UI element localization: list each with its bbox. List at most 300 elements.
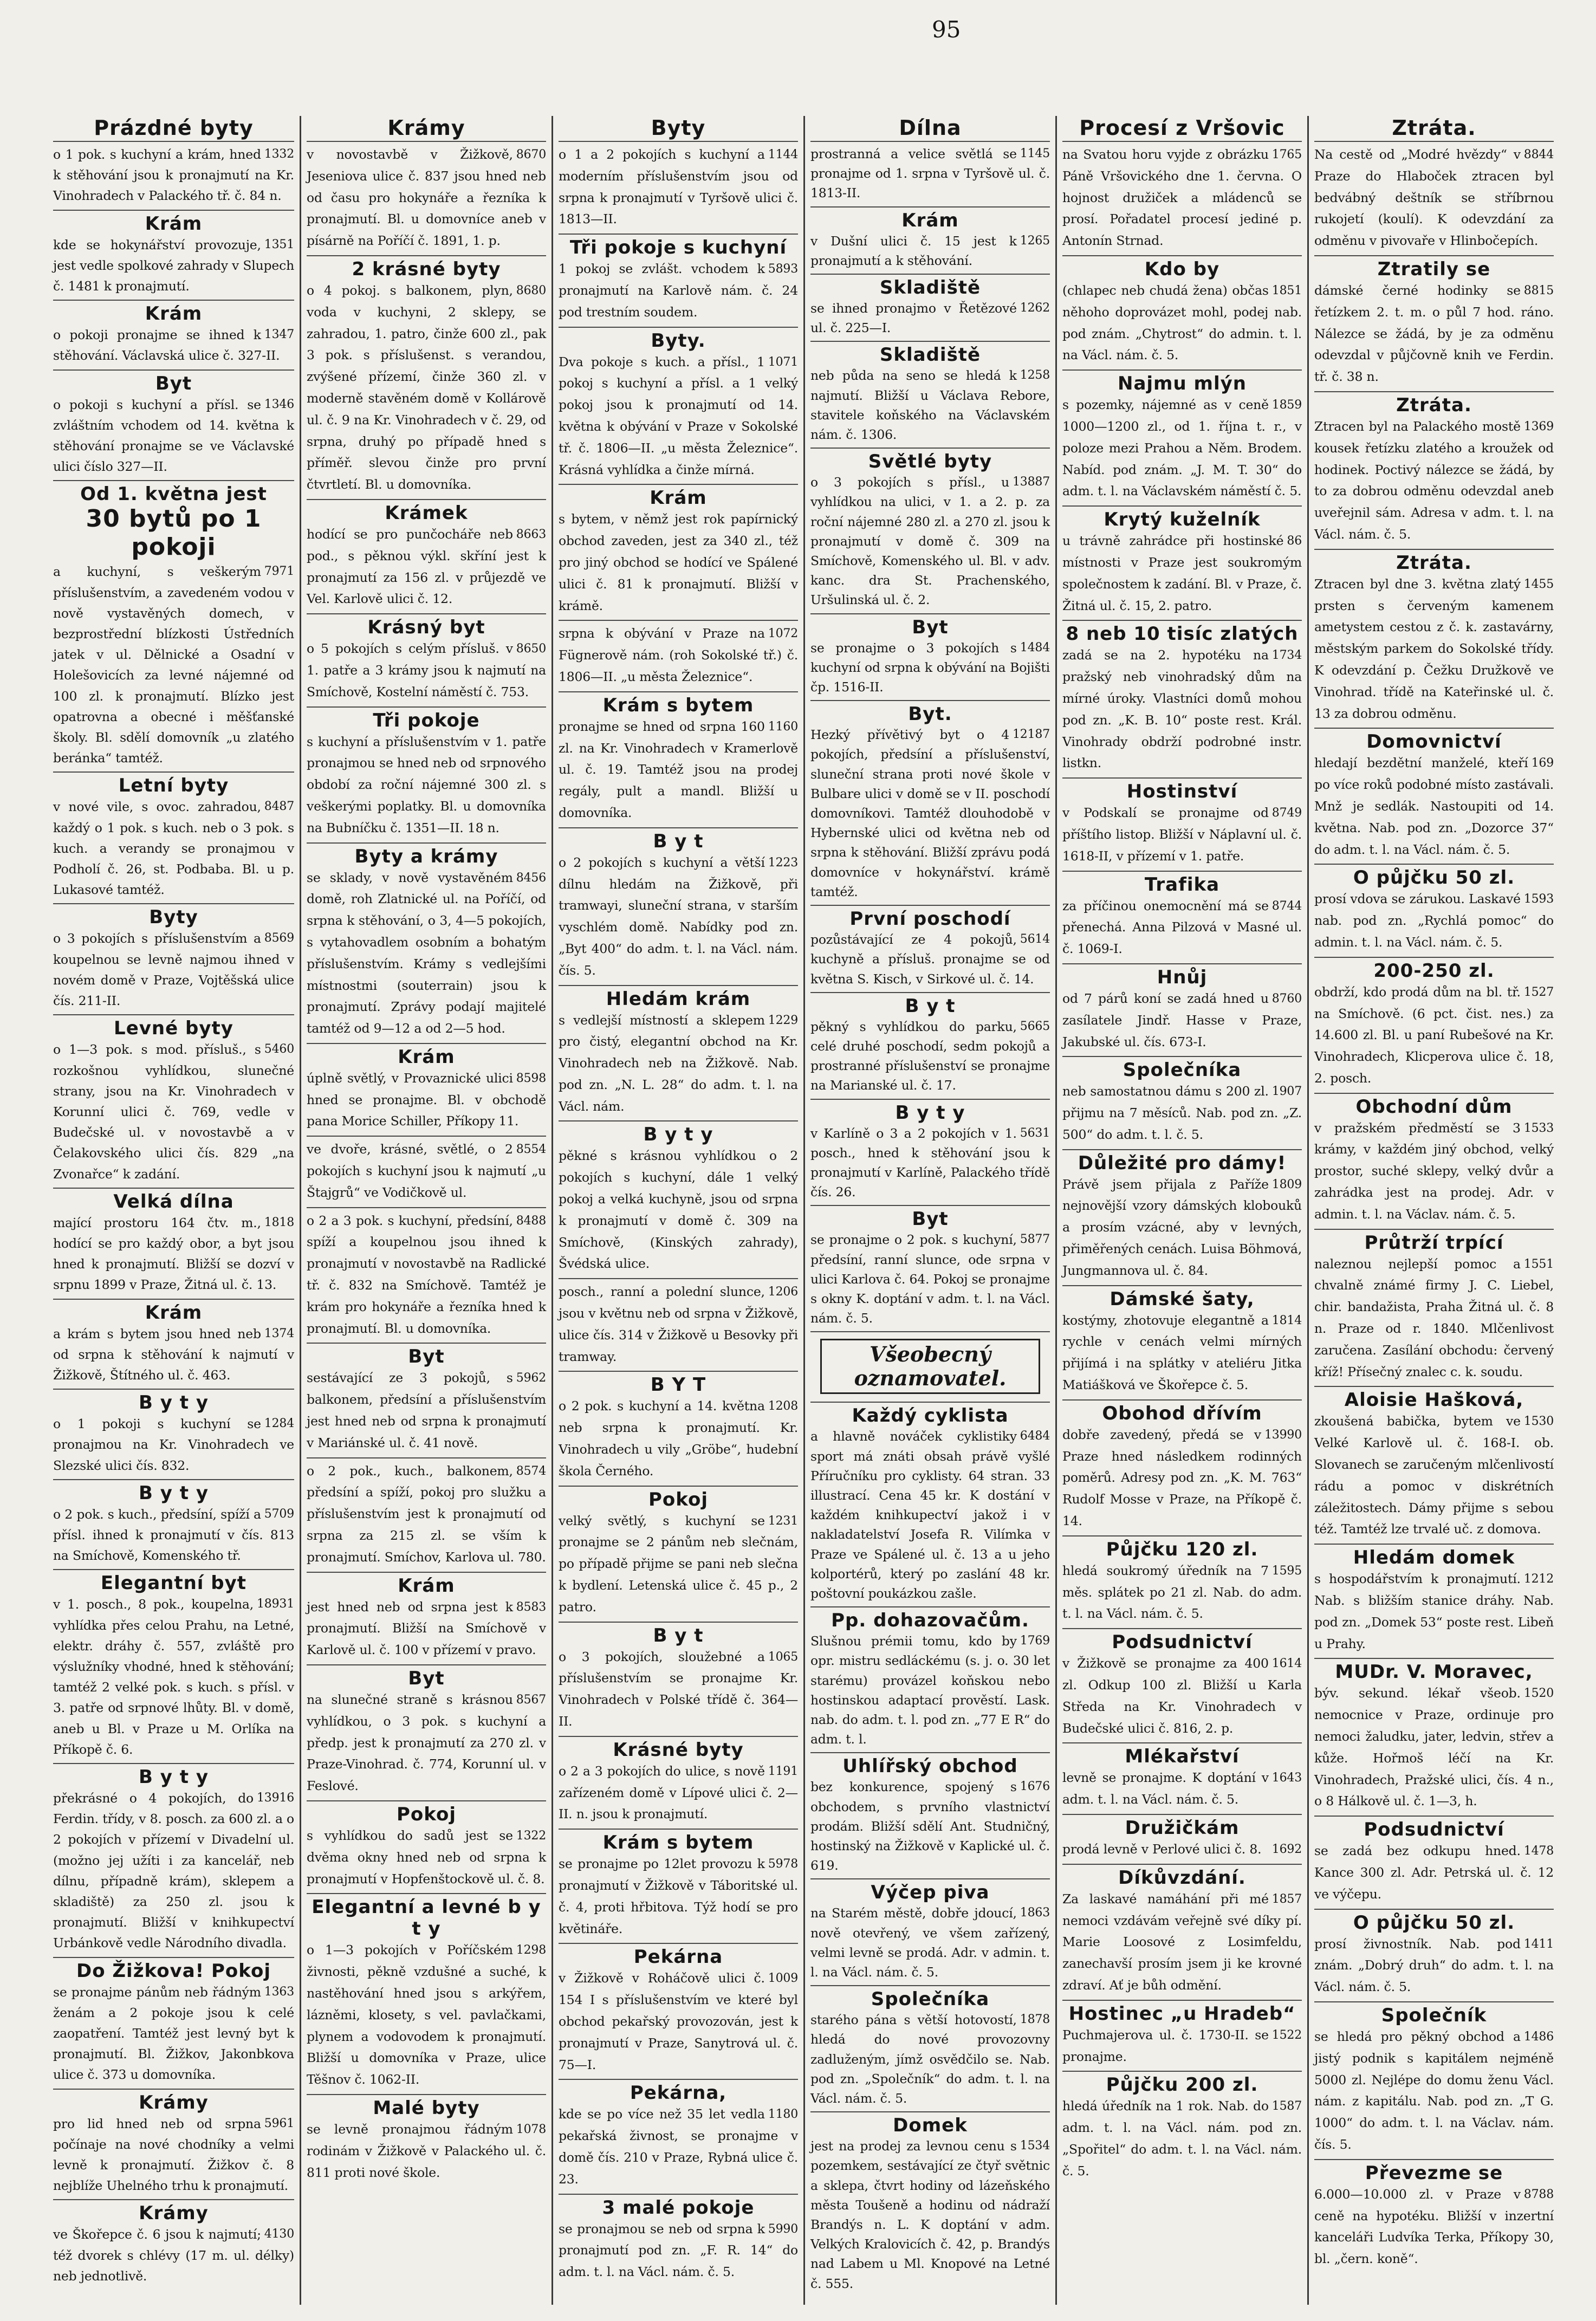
- classified-ad: [1314, 957, 1554, 1093]
- ad-body: [307, 1940, 546, 2091]
- classified-ad: [810, 613, 1050, 701]
- ad-text: v Karlíně o 3 a 2 pokojích v 1. posch., hned k stěhování jsou k pronajmutí v Karlíně, Palackého třídě čís. 26.: [810, 1125, 1050, 1200]
- ad-text: Slušnou prémii tomu, kdo by opr. mistru sedláckému (s. j. o. 30 let starému) provázel koňskou nebo hostinskou adaptací prověstí. Lask. nab. do adm. t. l. pod zn. „77 E R“ do adm. t. l.: [810, 1633, 1050, 1747]
- ad-title: Krám: [398, 1046, 455, 1068]
- classified-ad: [810, 1331, 1050, 1402]
- ad-title: Společník: [1381, 2004, 1487, 2026]
- ad-text: pronajme se hned od srpna 160 zl. na Kr. Vinohradech v Kramerlově ul. č. 19. Tamtéž jsou na prodej regály, pult a mandl. Bližší u domovníka.: [559, 718, 798, 820]
- ad-text: Puchmajerova ul. č. 1730-II. se pronajme.: [1062, 2027, 1269, 2064]
- ad-text: býv. sekund. lékař všeob. nemocnice v Praze, ordinuje pro nemoci žaludku, jater, ledvin, střev a kůže. Hořmoš léčí na Kr. Vinohradech, Pražské ulici, čís. 4 n., o 8 Hálkově ul. č. 1—3, h.: [1314, 1685, 1554, 1809]
- classified-ad: [53, 1299, 294, 1389]
- ad-code: 1363: [264, 1985, 294, 1999]
- ad-code: 8488: [516, 1214, 546, 1228]
- classified-ad: [1062, 1399, 1302, 1535]
- classified-ad: [559, 2194, 798, 2286]
- ad-code: 12187: [1013, 728, 1050, 742]
- ad-title: Krám s bytem: [602, 1832, 754, 1854]
- ad-body: [810, 299, 1050, 338]
- ad-code: 5877: [1020, 1233, 1050, 1247]
- ad-code: 1411: [1523, 1937, 1554, 1951]
- ad-body: [53, 1504, 294, 1566]
- ad-title: Půjčku 120 zl.: [1106, 1538, 1258, 1560]
- ad-code: 1595: [1271, 1564, 1302, 1578]
- ad-title: Hostinství: [1126, 781, 1238, 803]
- ad-body: [559, 1396, 798, 1482]
- ad-body: [1314, 1568, 1554, 1655]
- ad-body: [559, 852, 798, 982]
- ad-text: s bytem, v němž jest rok papírnický obchod zaveden, jest za 340 zl., též pro jiný obchod se hodící ve Spálené ulici č. 81 k pronajmutí. Bližší v krámě.: [559, 511, 798, 613]
- classified-ad: [559, 141, 798, 234]
- ad-code: 1369: [1523, 419, 1554, 433]
- classified-ad: [1062, 1056, 1302, 1149]
- ad-title: Důležité pro dámy!: [1078, 1152, 1287, 1174]
- ad-title: Pokoj: [648, 1488, 708, 1510]
- ad-body: [53, 561, 294, 768]
- ad-text: 1 pokoj se zvlášt. vchodem k pronajmutí na Karlově nám. č. 24 pod trestním soudem.: [559, 261, 798, 320]
- classified-ad: [307, 1800, 546, 1893]
- ad-code: 1455: [1523, 577, 1554, 591]
- ad-code: 1692: [1271, 1843, 1302, 1857]
- ad-body: [559, 509, 798, 617]
- column-heading: Byty: [651, 116, 706, 140]
- ad-body: [307, 867, 546, 1040]
- ad-code: 1593: [1523, 892, 1554, 906]
- ad-body: [810, 144, 1050, 203]
- ad-title: Elegantní byt: [100, 1572, 247, 1594]
- ad-title: Trafika: [1144, 873, 1220, 896]
- ad-code: 8749: [1271, 806, 1302, 820]
- ad-title: Krámek: [385, 502, 468, 524]
- classified-ad: [307, 1893, 546, 2094]
- ad-body: [307, 144, 546, 252]
- ad-text: Hezký přívětivý byt o 4 pokojích, předsíní a příslušenství, sluneční strana proti nové škole v Bulbare ulici v domě se v II. poschodí domovníkovi. Tamtéž dlouhodobě v Hybernské ulici od května neb od srpna k stěhování. Bližší zprávu podá domovníce v hokynářství. krámě tamtéž.: [810, 727, 1050, 899]
- classified-ad: [307, 499, 546, 613]
- classified-ad: [559, 1622, 798, 1736]
- ad-title: 2 krásné byty: [352, 258, 501, 280]
- ad-code: 8663: [516, 527, 546, 541]
- ad-title: B y t: [905, 995, 956, 1017]
- classified-ad: [53, 1014, 294, 1187]
- ad-title: B y t y: [138, 1482, 209, 1504]
- ad-body: [559, 1510, 798, 1618]
- classified-ad: [1314, 2001, 1554, 2159]
- ad-code: 8598: [516, 1071, 546, 1085]
- ad-text: o 2 a 3 pokojích do ulice, s nově zařízeném domě v Lípové ulici č. 2—II. n. jsou k pronajmutí.: [559, 1763, 798, 1822]
- ad-text: pěkné s krásnou vyhlídkou o 2 pokojích s kuchyní, dále 1 velký pokoj a velká kuchyně, jsou od srpna k pronajmutí v domě č. 309 na Smíchově, (Kinských zahrady), Švédská ulice.: [559, 1148, 798, 1272]
- ad-title: Domek: [893, 2115, 968, 2137]
- classified-ad: [1314, 1816, 1554, 1908]
- ad-text: se pronajmou se neb od srpna k pronajmutí pod zn. „F. R. 14“ do adm. t. l. na Václ. nám. č. 5.: [559, 2221, 798, 2280]
- ad-code: 1347: [264, 328, 294, 342]
- ad-body: [1062, 394, 1302, 502]
- classified-ad: [307, 706, 546, 842]
- classified-ad: [559, 1371, 798, 1485]
- column-heading: Procesí z Vršovic: [1079, 116, 1285, 140]
- ad-text: se levně pronajmou řádným rodinám v Žižkově v Palackého ul. č. 811 proti nové škole.: [307, 2121, 546, 2180]
- ad-text: v Dušní ulici č. 15 jest k pronajmutí a k stěhování.: [810, 233, 1017, 268]
- column-heading: Krámy: [387, 116, 465, 140]
- ad-title: Světlé byty: [868, 451, 992, 473]
- ad-code: 8567: [516, 1693, 546, 1707]
- ad-body: [53, 325, 294, 366]
- ad-body: [307, 2119, 546, 2183]
- ad-code: 5990: [768, 2222, 798, 2236]
- ad-code: 8569: [264, 931, 294, 945]
- ad-title: Podsudnictví: [1112, 1631, 1253, 1654]
- classified-ad: [559, 1829, 798, 1943]
- ad-body: [307, 1461, 546, 1568]
- ad-body: [559, 2219, 798, 2283]
- ad-body: [53, 1414, 294, 1476]
- ad-title: První poschodí: [849, 908, 1011, 930]
- ad-code: 1534: [1020, 2139, 1050, 2153]
- ad-title: Krám s bytem: [602, 694, 754, 716]
- ad-title: Byt: [155, 372, 192, 394]
- classified-ad: [307, 1664, 546, 1800]
- ad-code: 1322: [516, 1829, 546, 1843]
- classified-ad: [307, 842, 546, 1043]
- ad-body: [307, 1689, 546, 1797]
- ad-body: [53, 1039, 294, 1184]
- classified-ad: [1062, 620, 1302, 777]
- ad-text: dobře zavedený, předá se v Praze hned následkem rodinných poměrů. Adresy pod zn. „K. M. 763“ Rudolf Mosse v Praze, na Příkopě č. 14.: [1062, 1427, 1302, 1529]
- classified-ad: [559, 1120, 798, 1278]
- classified-ad: [559, 620, 798, 691]
- ad-title: Obchodní dům: [1355, 1095, 1513, 1118]
- ad-title: Obohod dřívím: [1102, 1402, 1262, 1424]
- ad-body: [810, 1903, 1050, 1982]
- ad-code: 1332: [264, 147, 294, 161]
- ad-code: 13916: [257, 1791, 294, 1805]
- ad-title: O půjčku 50 zl.: [1353, 1911, 1515, 1934]
- ad-text: se pronajme pánům neb řádným ženám a 2 pokoje jsou k celé zaopatření. Tamtéž jest levný byt k pronajmutí. Bl. Žižkov, Jakonbkova ulice č. 373 u domovníka.: [53, 1984, 294, 2083]
- ad-body: [1062, 1174, 1302, 1282]
- ad-text: v 1. posch., 8 pok., koupelna, vyhlídka přes celou Prahu, na Letné, elektr. dráhy č. 557, zvláště pro výslužníky vhodné, hned k stěhování; tamtéž 2 velké pok. s kuch. s přísl. v 3. patře od srpnové lhůty. Bl. v domě, aneb u Bl. v Praze u M. Orlíka na Příkopě č. 6.: [53, 1597, 294, 1757]
- ad-code: 1614: [1271, 1657, 1302, 1671]
- ad-code: 8680: [516, 283, 546, 297]
- ad-text: o 2 pokojích s kuchyní a větší dílnu hledám na Žižkově, při tramwayi, sluneční strana, v starším vyschlém domě. Nabídky pod zn. „Byt 400“ do adm. t. l. na Václ. nám. čís. 5.: [559, 854, 798, 978]
- ad-code: 13990: [1264, 1428, 1302, 1442]
- ad-text: neb půda na seno se hledá k najmutí. Bližší u Václava Rebore, stavitele koňského na Václavském nám. č. 1306.: [810, 368, 1050, 443]
- ad-title: Byt: [408, 1668, 445, 1690]
- ad-text: posch., ranní a polední slunce, jsou v květnu neb od srpna v Žižkově, ulice čís. 314 v Žižkově u Besovky při tramway.: [559, 1284, 798, 1364]
- ad-title: Krásné byty: [613, 1739, 744, 1761]
- classified-ad: [1314, 864, 1554, 956]
- ad-title: Tři pokoje: [373, 709, 480, 731]
- ad-text: o 1 a 2 pokojích s kuchyní a moderním příslušenstvím jsou od srpna k pronajmutí v Tyršově ulici č. 1813—II.: [559, 147, 798, 227]
- classified-ad: [810, 274, 1050, 341]
- ad-text: obdrží, kdo prodá dům na bl. tř. na Smíchově. (6 pct. čist. nes.) za 14.600 zl. Bl. u paní Rubešové na Kr. Vinohradech, Klicperova ulice č. 18, 2. posch.: [1314, 984, 1554, 1086]
- classified-ad: [307, 141, 546, 255]
- classified-ad: [307, 1572, 546, 1664]
- ad-code: 1765: [1271, 148, 1302, 161]
- ad-body: [53, 1788, 294, 1954]
- ad-code: 18931: [257, 1597, 294, 1611]
- ad-body: [559, 623, 798, 688]
- ad-title: Krám: [901, 209, 959, 231]
- ad-title: Skladiště: [879, 344, 981, 366]
- ad-text: mající prostoru 164 čtv. m., hodící se pro každý obor, a byt jsou hned k pronajmutí. Bližší se dozví v srpnu 1899 v Praze, Žitná ul. č. 13.: [53, 1215, 294, 1293]
- ad-body: [1062, 645, 1302, 774]
- ad-text: hledají bezdětní manželé, kteří po více roků podobné místo zastávali. Mnž je sedlák. Nastoupiti od 14. května. Nab. pod zn. „Dozorce 37“ do adm. t. l. na Václ. nám. č. 5.: [1314, 755, 1554, 857]
- ad-title: Velká dílna: [113, 1190, 234, 1213]
- ad-title: B Y T: [650, 1374, 706, 1396]
- ad-text: na Svatou horu vyjde z obrázku Páně Vršovického dne 1. června. O hojnost družiček a mládenců se prosí. Pořadatel procesí jediné p. Antonín Strnad.: [1062, 147, 1302, 249]
- ad-body: [810, 1017, 1050, 1095]
- ad-code: 4130: [264, 2227, 294, 2241]
- ad-code: 1551: [1523, 1257, 1554, 1271]
- ad-text: o 3 pokojích s přísl., u vyhlídkou na ulici, v 1. a 2. p. za roční nájemné 280 zl. a 270 zl. jsou k pronajmutí v domě č. 309 na Smíchově, Komenského ul. Bl. v adv. kanc. dra St. Prachenského, Uršulinská ul. č. 2.: [810, 475, 1050, 608]
- page-number: 95: [932, 16, 961, 43]
- ad-text: v Podskalí se pronajme od příštího listop. Bližší v Náplavní ul. č. 1618-II, v přízemí v 1. patře.: [1062, 805, 1302, 864]
- section-banner: Všeobecný oznamovatel.: [820, 1339, 1040, 1394]
- ad-text: s vyhlídkou do sadů jest se dvěma okny hned neb od srpna k pronajmutí v Hopfenštockově ul. č. 8.: [307, 1828, 546, 1886]
- ad-title: Kdo by: [1144, 258, 1220, 280]
- ad-code: 8788: [1523, 2187, 1554, 2201]
- ad-body: [1314, 1118, 1554, 1226]
- classified-ad: [559, 484, 798, 620]
- classified-ad: [1314, 1544, 1554, 1658]
- ad-body: [1062, 1310, 1302, 1396]
- ad-code: 5962: [516, 1371, 546, 1385]
- classified-ad: [810, 1099, 1050, 1205]
- classified-ad: [810, 1205, 1050, 1331]
- ad-code: 1262: [1020, 301, 1050, 315]
- classified-ad: [1314, 549, 1554, 728]
- ad-title: Krámy: [139, 2091, 209, 2113]
- ad-text: a kuchyní, s veškerým příslušenstvím, a zavedeném vodou v nově vystavěných domech, v bezprostřední blízkosti Ústředních jatek v ul. Dělnické a Osadní v Holešovicích za levné nájemné od 100 zl. k pronajmutí. Blízko jest opatrovna a obecné i měšťanské školy. Bl. sdělí domovník „u zlatého beránka“ tamtéž.: [53, 564, 294, 766]
- ad-title: Malé byty: [373, 2097, 480, 2119]
- classified-ad: [307, 1136, 546, 1207]
- ad-body: [1062, 1560, 1302, 1625]
- ad-title: Každý cyklista: [852, 1405, 1009, 1427]
- ad-text: v Žižkově v Roháčově ulici č. 154 I s příslušenstvím ve které byl obchod pekařský provozován, jest k pronajmutí v Praze, Sanytrová ul. č. 75—I.: [559, 1970, 798, 2072]
- ad-title: Hledám krám: [606, 988, 751, 1010]
- ad-title: B y t: [653, 830, 704, 852]
- ad-body: [559, 144, 798, 230]
- classified-columns: [48, 116, 1559, 2305]
- ad-text: v pražském předměstí se 3 krámy, v každém jiný obchod, velký prostor, suché sklepy, velký dvůr a zahrádka jest na prodej. Adr. v admin. t. l. na Václav. nám. č. 5.: [1314, 1120, 1554, 1222]
- ad-code: 1587: [1271, 2099, 1302, 2113]
- column-heading: Prázdné byty: [94, 116, 254, 140]
- ad-body: [1314, 574, 1554, 725]
- ad-body: [559, 1010, 798, 1118]
- ad-code: 8456: [516, 871, 546, 885]
- classified-ad: [1062, 2071, 1302, 2185]
- ad-text: a krám s bytem jsou hned neb od srpna k stěhování k najmutí v Žižkově, Štítného ul. č. 463.: [53, 1326, 294, 1383]
- ad-text: kde se hokynářství provozuje, jest vedle spolkové zahrady v Slupech č. 1481 k pronajmutí.: [53, 237, 294, 294]
- ad-body: [307, 280, 546, 496]
- ad-text: jest na prodej za levnou cenu s pozemkem, sestávající ze čtyř světnic a sklepa, čtvrt hodiny od lázeňského města Toušeně a hodinu od nádraží Brandýs n. L. K doptání v adm. Velkých Kralovicích č. 42, p. Brandýs nad Labem u Ml. Knopové na Letné č. 555.: [810, 2138, 1050, 2291]
- ad-title: Uhlířský obchod: [842, 1755, 1018, 1778]
- ad-code: 5614: [1020, 932, 1050, 946]
- ad-text: Dva pokoje s kuch. a přísl., 1 pokoj s kuchyní a přísl. a 1 velký pokoj jsou k pronajmutí od 14. května k obývání v Praze v Sokolské tř. č. 1806—II. „u města Železnice“. Krásná vyhlídka a činže mírná.: [559, 354, 798, 477]
- ad-body: [810, 1124, 1050, 1202]
- ad-body: [307, 1597, 546, 1661]
- ad-title: Dámské šaty,: [1110, 1288, 1255, 1310]
- ad-code: 1484: [1020, 640, 1050, 654]
- ad-body: [307, 1210, 546, 1340]
- column-1: [48, 116, 300, 2305]
- ad-body: [810, 930, 1050, 989]
- ad-body: [1314, 982, 1554, 1090]
- ad-text: Za laskavé namáhání při mé nemoci vzdávám veřejně své díky pí. Marie Loosové z Losimfeldu, zanechavší prosím jsem ji ke krovné zdraví. Ať je bůh odmění.: [1062, 1891, 1302, 1993]
- ad-text: o 3 pokojích s příslušenstvím a koupelnou se levně najmou ihned v novém domě v Praze, Vojtěšská ulice čís. 211-II.: [53, 931, 294, 1009]
- ad-code: 1522: [1271, 2028, 1302, 2042]
- ad-title: Byt: [912, 616, 949, 638]
- classified-ad: [559, 2079, 798, 2193]
- ad-code: 1478: [1523, 1844, 1554, 1858]
- column-2: [300, 116, 552, 2305]
- classified-ad: [1062, 1628, 1302, 1742]
- ad-text: naleznou nejlepší pomoc a chvalně známé firmy J. C. Liebel, chir. bandažista, Praha Žitná ul. č. 8 n. Praze od r. 1840. Mlčenlivost zaručena. Zasílání obchodu: červený kříž! Přísečný znalec c. k. soudu.: [1314, 1256, 1554, 1379]
- ad-title: Výčep piva: [871, 1882, 990, 1904]
- ad-code: 8815: [1523, 283, 1554, 297]
- ad-body: [307, 731, 546, 839]
- classified-ad: [559, 985, 798, 1121]
- column-6: [1307, 116, 1559, 2305]
- ad-code: 5460: [264, 1042, 294, 1056]
- ad-code: 5665: [1020, 1019, 1050, 1033]
- ad-body: [559, 1145, 798, 1275]
- classified-ad: [53, 1389, 294, 1479]
- classified-ad: [53, 1957, 294, 2089]
- classified-ad: [810, 1402, 1050, 1606]
- ad-code: 1878: [1020, 2013, 1050, 2027]
- ad-code: 1145: [1020, 147, 1050, 160]
- ad-code: 169: [1531, 756, 1554, 770]
- ad-title: Hnůj: [1157, 966, 1208, 988]
- ad-title: Půjčku 200 zl.: [1106, 2074, 1258, 2096]
- ad-body: [53, 394, 294, 477]
- ad-text: 6.000—10.000 zl. v Praze v ceně na hypotéku. Bližší v inzertní kanceláři Ludvíka Terka, Příkopy 30, bl. „čern. koně“.: [1314, 2186, 1554, 2267]
- ad-body: [810, 638, 1050, 697]
- classified-ad: [810, 341, 1050, 448]
- ad-body: [559, 1761, 798, 1825]
- classified-ad: [53, 1479, 294, 1570]
- ad-code: 8554: [516, 1143, 546, 1157]
- ad-text: s kuchyní a příslušenstvím v 1. patře pronajmou se hned neb od srpnového období za roční nájemné 300 zl. s veškerými poplatky. Bl. u domovníka na Bubníčku č. 1351—II. 18 n.: [307, 734, 546, 835]
- ad-code: 1676: [1020, 1780, 1050, 1794]
- ad-text: kde se po více než 35 let vedla pekařská živnost, se pronajme v domě čís. 210 v Praze, Rybná ulice č. 23.: [559, 2106, 798, 2187]
- ad-body: [1314, 1411, 1554, 1540]
- ad-title: Společníka: [1123, 1059, 1242, 1081]
- ad-title: O půjčku 50 zl.: [1353, 867, 1515, 889]
- ad-code: 1265: [1020, 234, 1050, 248]
- ad-text: s pozemky, nájemné as v ceně 1000—1200 zl., od 1. října t. r., v poloze mezi Prahou a Něm. Brodem. Nabíd. pod znám. „J. M. T. 30“ do adm. t. l. na Václavském náměstí č. 5.: [1062, 397, 1302, 499]
- ad-code: 13887: [1013, 475, 1050, 489]
- ad-code: 1191: [768, 1764, 798, 1778]
- classified-ad: [559, 327, 798, 484]
- ad-text: jest hned neb od srpna jest k pronajmutí. Bližší na Smíchově v Karlově ul. č. 100 v přízemí v pravo.: [307, 1599, 546, 1658]
- ad-title: Krámy: [139, 2202, 209, 2225]
- ad-text: na Starém městě, dobře jdoucí, nově otevřený, ve všem zařízený, velmi levně se prodá. Adr. v admin. t. l. na Václ. nám. č. 5.: [810, 1905, 1050, 1980]
- ad-code: 8574: [516, 1464, 546, 1478]
- ad-body: [810, 231, 1050, 270]
- ad-code: 1809: [1271, 1177, 1302, 1191]
- classified-ad: [559, 1943, 798, 2079]
- ad-title: B y t y: [643, 1124, 713, 1146]
- ad-code: 8744: [1271, 899, 1302, 913]
- ad-title: B y t y: [138, 1766, 209, 1788]
- classified-ad: [1062, 369, 1302, 505]
- ad-code: 1298: [516, 1943, 546, 1957]
- ad-text: o 1—3 pokojích v Poříčském živnosti, pěkně vzdušné a suché, k nastěhování hned jsou s arkýřem, lázněmi, klosety, s vel. pavlačkami, plynem a vodovodem k pronajmutí. Bližší u domovníka v Praze, ulice Těšnov č. 1062-II.: [307, 1942, 546, 2087]
- ad-text: prosí vdova se zárukou. Laskavé nab. pod zn. „Rychlá pomoc“ do admin. t. l. na Václ. nám. č. 5.: [1314, 891, 1554, 950]
- ad-text: o 5 pokojích s celým přísluš. v 1. patře a 3 krámy jsou k najmutí na Smíchově, Kostelní náměstí č. 753.: [307, 641, 546, 699]
- ad-text: o 1 pok. s kuchyní a krám, hned k stěhování jsou k pronajmutí na Kr. Vinohradech v Palackého tř. č. 84 n.: [53, 147, 294, 204]
- ad-code: 1851: [1271, 283, 1302, 297]
- classified-ad: [810, 1606, 1050, 1752]
- ad-body: [1314, 1840, 1554, 1905]
- ad-title: Pokoj: [397, 1804, 456, 1825]
- ad-code: 1284: [264, 1417, 294, 1431]
- ad-body: [810, 1230, 1050, 1328]
- ad-text: o 2 pok. s kuchyní a 14. května neb srpna k pronajmutí. Kr. Vinohradech u vily „Gröbe“, hudební škola Černého.: [559, 1398, 798, 1479]
- ad-body: [53, 235, 294, 297]
- classified-ad: [307, 2094, 546, 2187]
- ad-code: 5631: [1020, 1126, 1050, 1140]
- ad-code: 1351: [264, 237, 294, 251]
- ad-body: [1314, 753, 1554, 860]
- ad-text: o 3 pokojích, sloužebné a příslušenstvím se pronajme Kr. Vinohradech v Polské třídě č. 364—II.: [559, 1649, 798, 1729]
- classified-ad: [1062, 1814, 1302, 1864]
- ad-text: s vedlejší místností a sklepem pro čistý, elegantní obchod na Kr. Vinohradech neb na Žižkově. Nab. pod zn. „N. L. 28“ do adm. t. l. na Václ. nám.: [559, 1012, 798, 1114]
- classified-ad: [1062, 963, 1302, 1056]
- ad-body: [810, 725, 1050, 902]
- ad-code: 8650: [516, 642, 546, 656]
- ad-code: 1206: [768, 1285, 798, 1299]
- ad-title: Krásný byt: [367, 617, 485, 639]
- ad-body: [559, 352, 798, 481]
- column-4: [803, 116, 1055, 2305]
- ad-code: 1144: [768, 148, 798, 161]
- ad-body: [53, 2224, 294, 2286]
- classified-ad: [53, 1188, 294, 1299]
- ad-text: prosí živnostník. Nab. pod znám. „Dobrý druh“ do adm. t. l. na Václ. nám. č. 5.: [1314, 1936, 1554, 1995]
- ad-code: 1229: [768, 1013, 798, 1027]
- classified-ad: [810, 992, 1050, 1099]
- ad-body: [810, 1777, 1050, 1875]
- classified-ad: [1314, 1386, 1554, 1544]
- ad-body: [53, 1594, 294, 1760]
- ad-text: velký světlý, s kuchyní se pronajme se 2 pánům neb slečnám, po případě přijme se pani neb slečna k bydlení. Letenská ulice č. 45 p., 2 patro.: [559, 1513, 798, 1615]
- classified-ad: [1314, 728, 1554, 864]
- ad-title: Převezme se: [1365, 2162, 1503, 2184]
- ad-body: [1062, 530, 1302, 617]
- ad-body: [1062, 2096, 1302, 2182]
- ad-code: 1208: [768, 1399, 798, 1414]
- ad-body: [810, 2136, 1050, 2293]
- classified-ad: [1314, 2159, 1554, 2273]
- ad-code: 1486: [1523, 2030, 1554, 2044]
- ad-text: srpna k obývání v Praze na Fügnerově nám. (roh Sokolské tř.) č. 1806—II. „u města Železnice“.: [559, 626, 798, 684]
- ad-body: [1314, 144, 1554, 252]
- ad-text: zadá se na 2. hypotéku na pražský neb vinohradský dům na mírné úroky. Vlastníci domů mohou pod zn. „K. B. 10“ poste rest. Král. Vinohrady obdrží podrobné instr. listkn.: [1062, 647, 1302, 771]
- ad-text: o pokoji s kuchyní a přísl. se zvláštním vchodem od 14. května k stěhování pronajme se ve Václavské ulici číslo 327—II.: [53, 397, 294, 475]
- ad-body: [1314, 280, 1554, 388]
- ad-title: Ztráta.: [1396, 394, 1472, 416]
- ad-text: prostranná a velice světlá se pronajme od 1. srpna v Tyršově ul. č. 1813-II.: [810, 146, 1050, 201]
- ad-body: [810, 366, 1050, 444]
- ad-title: B y t y: [895, 1101, 965, 1124]
- ad-title: Letní byty: [118, 775, 229, 797]
- classified-ad: [1062, 1149, 1302, 1285]
- ad-text: Na cestě od „Modré hvězdy“ v Praze do Hlaboček ztracen byl bedvábný deštník se stříbrnou rukojetí (koulí). K odevzdání za odměnu v pivovaře v Hlinbočepích.: [1314, 147, 1554, 249]
- ad-title: Hledám domek: [1353, 1547, 1515, 1569]
- ad-code: 1009: [768, 1972, 798, 1986]
- ad-title: Průtrží trpící: [1364, 1231, 1504, 1254]
